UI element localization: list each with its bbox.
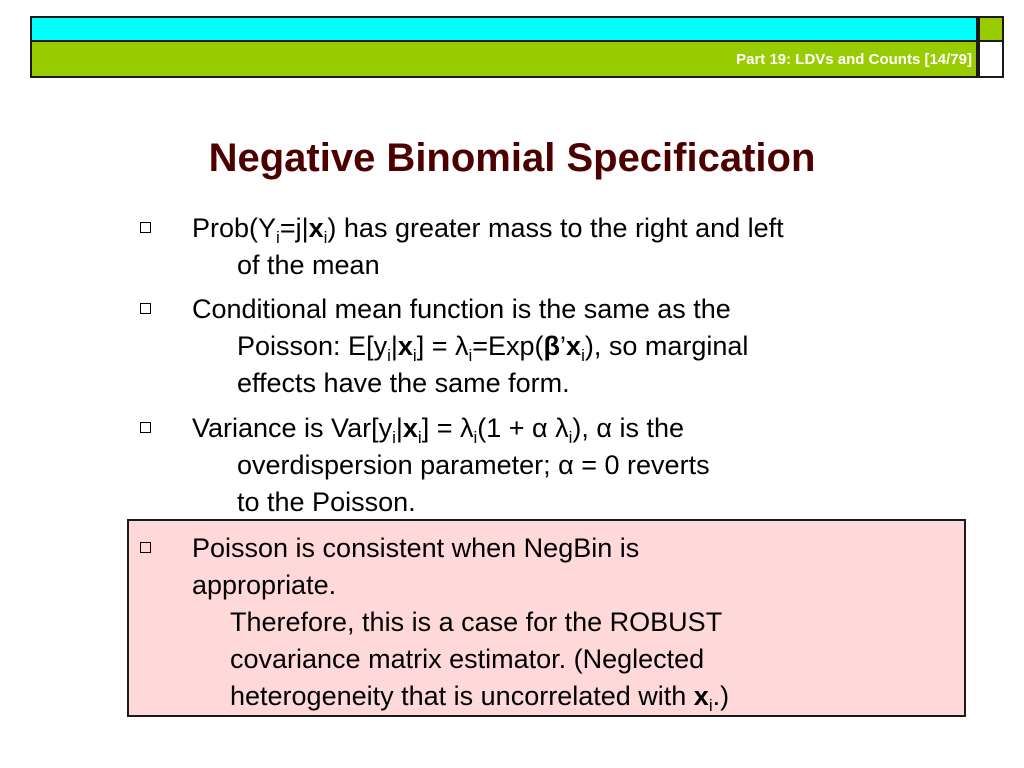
bullet-4-line-3: Therefore, this is a case for the ROBUST	[230, 607, 723, 637]
header-corner-square-bottom	[978, 42, 1004, 78]
header-corner-square-top	[978, 16, 1004, 42]
bullet-1-line-1: $Prob(Y_i=j|x_i)$ has greater mass to the right and left	[192, 213, 784, 247]
bullet-4-line-2: appropriate.	[192, 570, 337, 600]
bullet-2-line-2: Poisson: $E[y_i|x_i]$ = $\lambda_i=Exp(\beta’x_i)$, so marginal	[237, 331, 749, 365]
bullet-4-line-4: covariance matrix estimator. (Neglected	[230, 644, 705, 674]
bullet-item-2	[140, 291, 970, 402]
bullet-1-line-2: of the mean	[237, 250, 380, 280]
square-bullet-icon	[140, 222, 151, 233]
bullet-4-line-1: Poisson is consistent when NegBin is	[192, 533, 640, 563]
square-bullet-icon	[140, 422, 151, 433]
slide-title: Negative Binomial Specification	[208, 136, 816, 180]
bullet-item-1	[140, 210, 970, 284]
bullet-item-4	[140, 530, 970, 715]
bullet-2-line-1: Conditional mean function is the same as the	[192, 294, 731, 324]
bullet-3-line-2: overdispersion parameter; α = 0 reverts	[237, 450, 710, 480]
header-bar	[30, 42, 978, 78]
bullet-4-line-5: heterogeneity that is uncorrelated with $x_i$.)	[230, 681, 730, 715]
bullet-2-line-3: effects have the same form.	[237, 368, 570, 398]
bullet-item-3	[140, 410, 970, 521]
bullet-3-line-3: to the Poisson.	[237, 487, 416, 517]
header-top-bar	[30, 16, 978, 42]
bullet-3-line-1: Variance is $Var[y_i|x_i] = \lambda_i(1 + \alpha$ $\lambda_i$), α is the	[192, 413, 685, 447]
square-bullet-icon	[140, 303, 151, 314]
slide-info: Part 19: LDVs and Counts [14/79]	[736, 51, 972, 68]
square-bullet-icon	[140, 542, 151, 553]
